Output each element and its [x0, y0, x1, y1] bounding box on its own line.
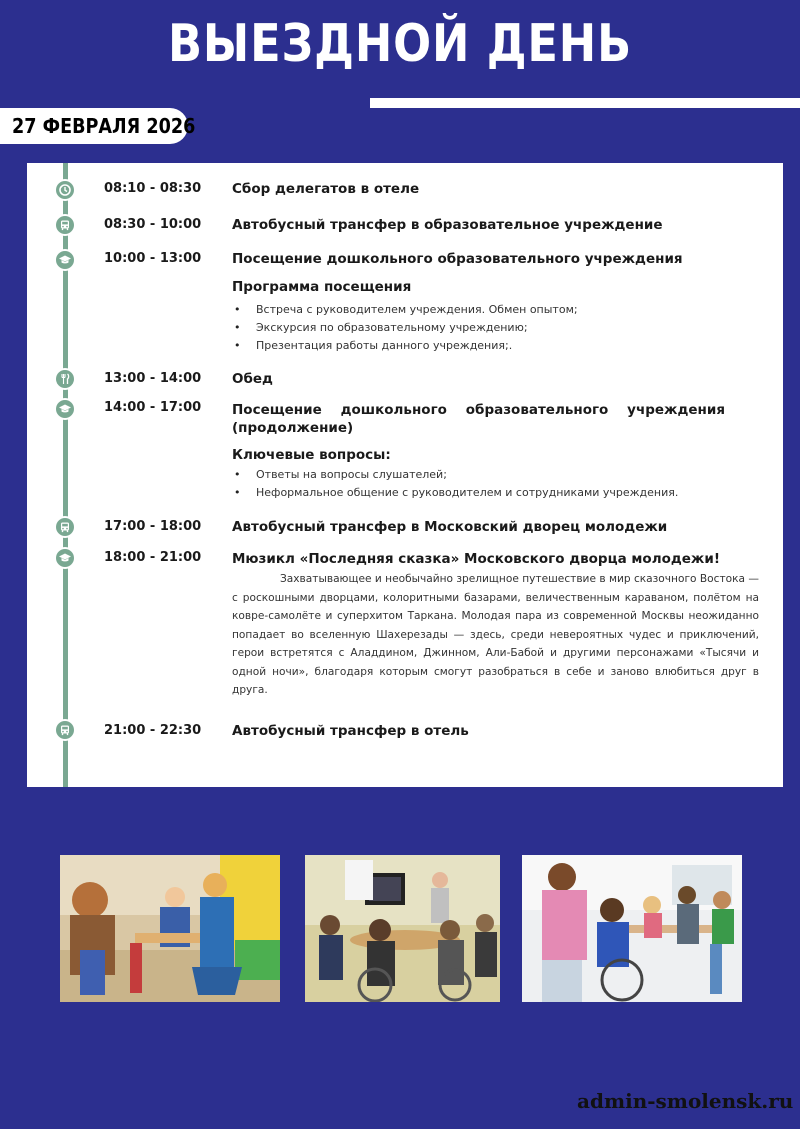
schedule-time: 10:00 - 13:00	[104, 251, 202, 266]
schedule-time: 18:00 - 21:00	[104, 550, 202, 565]
key-questions-subheading: Ключевые вопросы:	[232, 447, 391, 463]
watermark-text: admin-smolensk.ru	[577, 1089, 794, 1113]
schedule-event: Автобусный трансфер в образовательное учреждение	[232, 217, 663, 233]
cutlery-icon	[54, 368, 76, 390]
schedule-event: Автобусный трансфер в отель	[232, 723, 469, 739]
schedule-event: Мюзикл «Последняя сказка» Московского дворца молодежи!	[232, 551, 720, 567]
bus-icon	[54, 214, 76, 236]
schedule-time: 08:10 - 08:30	[104, 181, 202, 196]
schedule-time: 14:00 - 17:00	[104, 400, 202, 415]
photo-classroom-children	[60, 855, 280, 1002]
title-underline	[370, 98, 800, 108]
program-subheading: Программа посещения	[232, 279, 412, 295]
schedule-event: Сбор делегатов в отеле	[232, 181, 420, 197]
graduation-cap-icon	[54, 398, 76, 420]
program-list	[232, 301, 578, 355]
list-item: • Экскурсия по образовательному учреждению;	[232, 319, 578, 337]
bus-icon	[54, 516, 76, 538]
graduation-cap-icon	[54, 547, 76, 569]
photo-classroom-wheelchair	[305, 855, 500, 1002]
clock-icon	[54, 179, 76, 201]
schedule-time: 21:00 - 22:30	[104, 723, 202, 738]
photo-students-wheelchair	[522, 855, 742, 1002]
list-item: • Презентация работы данного учреждения;.	[232, 337, 578, 355]
schedule-event: Посещение дошкольного образовательного учреждения (продолжение)	[232, 402, 725, 436]
schedule-time: 08:30 - 10:00	[104, 217, 202, 232]
musical-description: Захватывающее и необычайно зрелищное путешествие в мир сказочного Востока — с роскошными дворцами, колоритными базарами, величественным караваном, полётом на ковре-самолёте и суперхитом Таркана. Молодая пара из современной Москвы неожиданно попадает во вселенную Шахерезады — здесь, среди невероятных чудес и приключений, герои встретятся с Аладдином, Джинном, Али-Бабой и другими персонажами «Тысячи и одной ночи», благодаря которым смогут разобраться в себе и заново влюбиться друг в друга.	[232, 573, 759, 696]
schedule-event: Посещение дошкольного образовательного учреждения	[232, 251, 683, 267]
schedule-event: Обед	[232, 371, 273, 387]
list-item: • Неформальное общение с руководителем и сотрудниками учреждения.	[232, 484, 678, 502]
page-title: ВЫЕЗДНОЙ ДЕНЬ	[167, 14, 633, 74]
bus-icon	[54, 719, 76, 741]
date-label: 27 ФЕВРАЛЯ 2026	[12, 114, 196, 138]
list-item: • Ответы на вопросы слушателей;	[232, 466, 678, 484]
graduation-cap-icon	[54, 249, 76, 271]
date-badge	[0, 108, 196, 144]
schedule-event: Автобусный трансфер в Московский дворец молодежи	[232, 519, 668, 535]
key-questions-list	[232, 466, 678, 502]
schedule-time: 17:00 - 18:00	[104, 519, 202, 534]
schedule-time: 13:00 - 14:00	[104, 371, 202, 386]
list-item: • Встреча с руководителем учреждения. Обмен опытом;	[232, 301, 578, 319]
